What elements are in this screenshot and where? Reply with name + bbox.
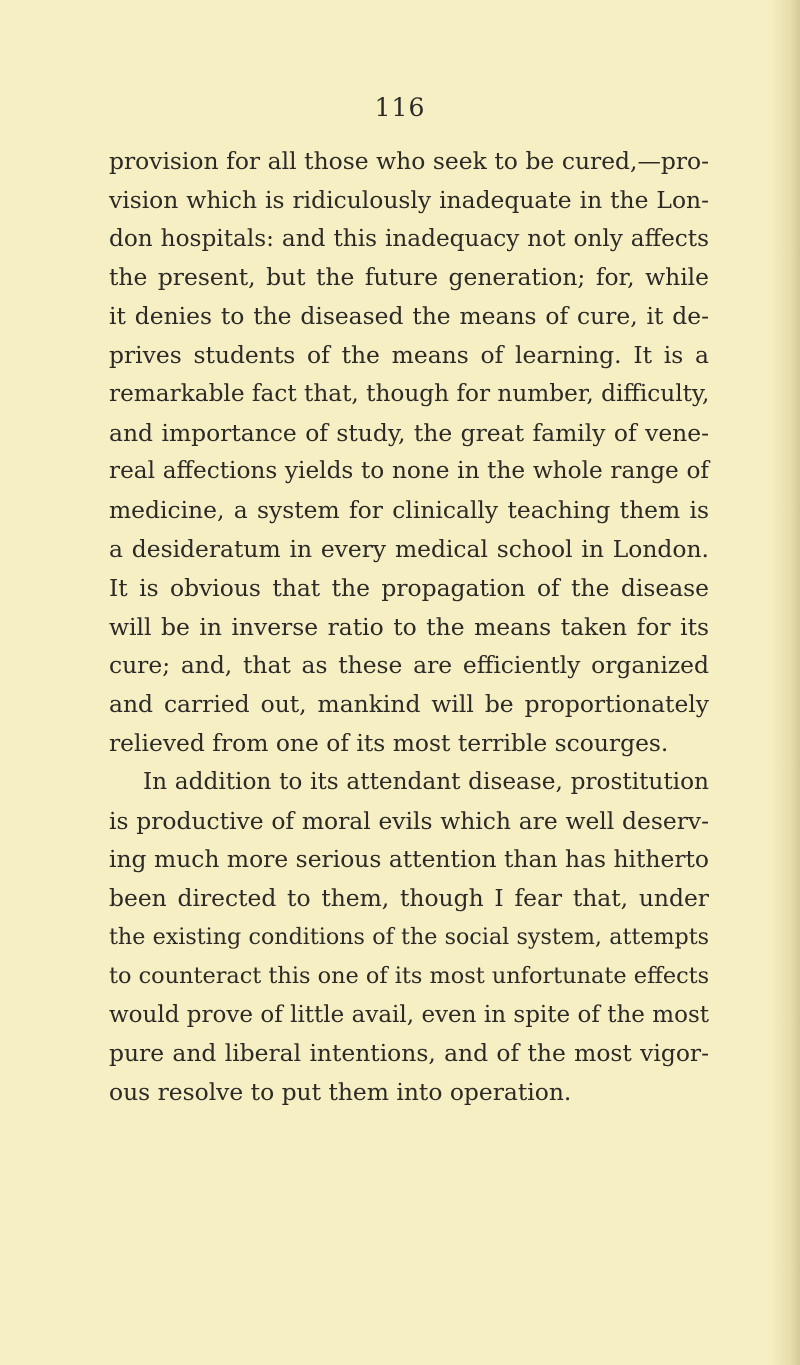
text-line: medicine, a system for clinically teaching them is <box>109 496 709 525</box>
text-line: remarkable fact that, though for number, difficulty, <box>109 379 710 407</box>
text-line: ing much more serious attention than has hitherto <box>109 845 709 874</box>
text-line: prives students of the means of learning. It is a <box>109 340 709 369</box>
text-line: and carried out, mankind will be proportionately <box>109 690 709 719</box>
text-line: pure and liberal intentions, and of the most vigor- <box>109 1039 709 1068</box>
text-line: In addition to its attendant disease, prostitution <box>143 767 709 795</box>
text-line: the existing conditions of the social system, attempts <box>109 923 709 950</box>
text-line: provision for all those who seek to be cured,—pro- <box>109 147 709 175</box>
page-number: 116 <box>374 93 426 122</box>
text-line: relieved from one of its most terrible scourges. <box>109 728 669 757</box>
text-line: and importance of study, the great family of vene- <box>109 418 709 447</box>
text-line: is productive of moral evils which are well deserv- <box>109 806 709 835</box>
text-line: real affections yields to none in the whole range of <box>109 457 709 485</box>
text-line: been directed to them, though I fear that, under <box>109 884 709 913</box>
text-line: the present, but the future generation; for, while <box>109 263 709 292</box>
text-line: a desideratum in every medical school in London. <box>109 534 709 563</box>
text-line: vision which is ridiculously inadequate in the Lon- <box>109 185 709 214</box>
text-line: don hospitals: and this inadequacy not only affects <box>109 224 709 252</box>
text-line: It is obvious that the propagation of the disease <box>109 573 709 602</box>
text-line: ous resolve to put them into operation. <box>109 1078 572 1107</box>
text-line: cure; and, that as these are efficiently organized <box>109 651 709 680</box>
body-text <box>109 142 709 1112</box>
text-line: it denies to the diseased the means of cure, it de- <box>109 302 709 331</box>
text-line: would prove of little avail, even in spite of the most <box>109 1001 709 1028</box>
text-line: to counteract this one of its most unfortunate effects <box>109 962 710 989</box>
text-line: will be in inverse ratio to the means taken for its <box>109 612 709 641</box>
